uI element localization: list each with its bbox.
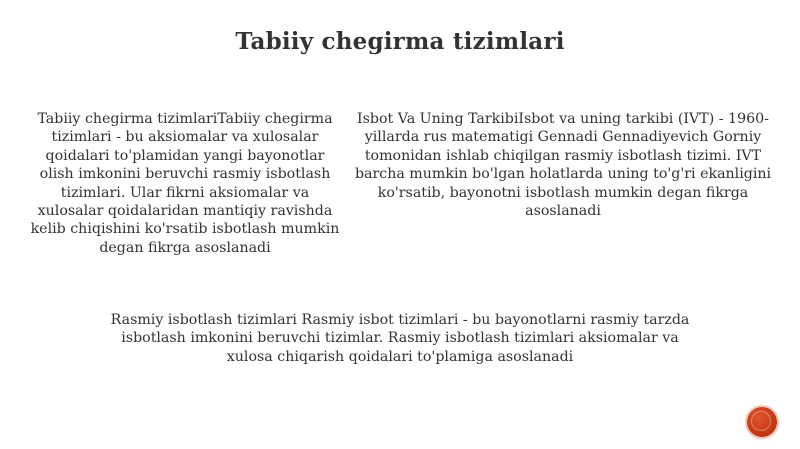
text-block-bottom: Rasmiy isbotlash tizimlari Rasmiy isbot tizimlari - bu bayonotlarni rasmiy tarzda isbotlash imkonini beruvchi tizimlar. Rasmiy isbotlash tizimlari aksiomalar va xulosa chiqarish qoidalari to'plamiga asoslanadi [110, 312, 690, 365]
text-block-left: Tabiiy chegirma tizimlariTabiiy chegirma tizimlari - bu aksiomalar va xulosalar qoidalari to'plamidan yangi bayonotlar olish imkonini beruvchi rasmiy isbotlash tizimlari. Ular fikrni aksiomalar va xulosalar qoidalaridan mantiqiy ravishda kelib chiqishini ko'rsatib isbotlash mumkin degan fikrga asoslanadi [30, 111, 340, 256]
slide-title: Tabiiy chegirma tizimlari [235, 28, 565, 55]
circle-button-icon[interactable] [747, 407, 777, 437]
text-block-right: Isbot Va Uning TarkibiIsbot va uning tarkibi (IVT) - 1960-yillarda rus matematigi Gennadi Gennadiyevich Gorniy tomonidan ishlab chiqilgan rasmiy isbotlash tizimi. IVT barcha mumkin bo'lgan holatlarda uning to'g'ri ekanligini ko'rsatib, bayonotni isbotlash mumkin degan fikrga asoslanadi [354, 111, 772, 220]
